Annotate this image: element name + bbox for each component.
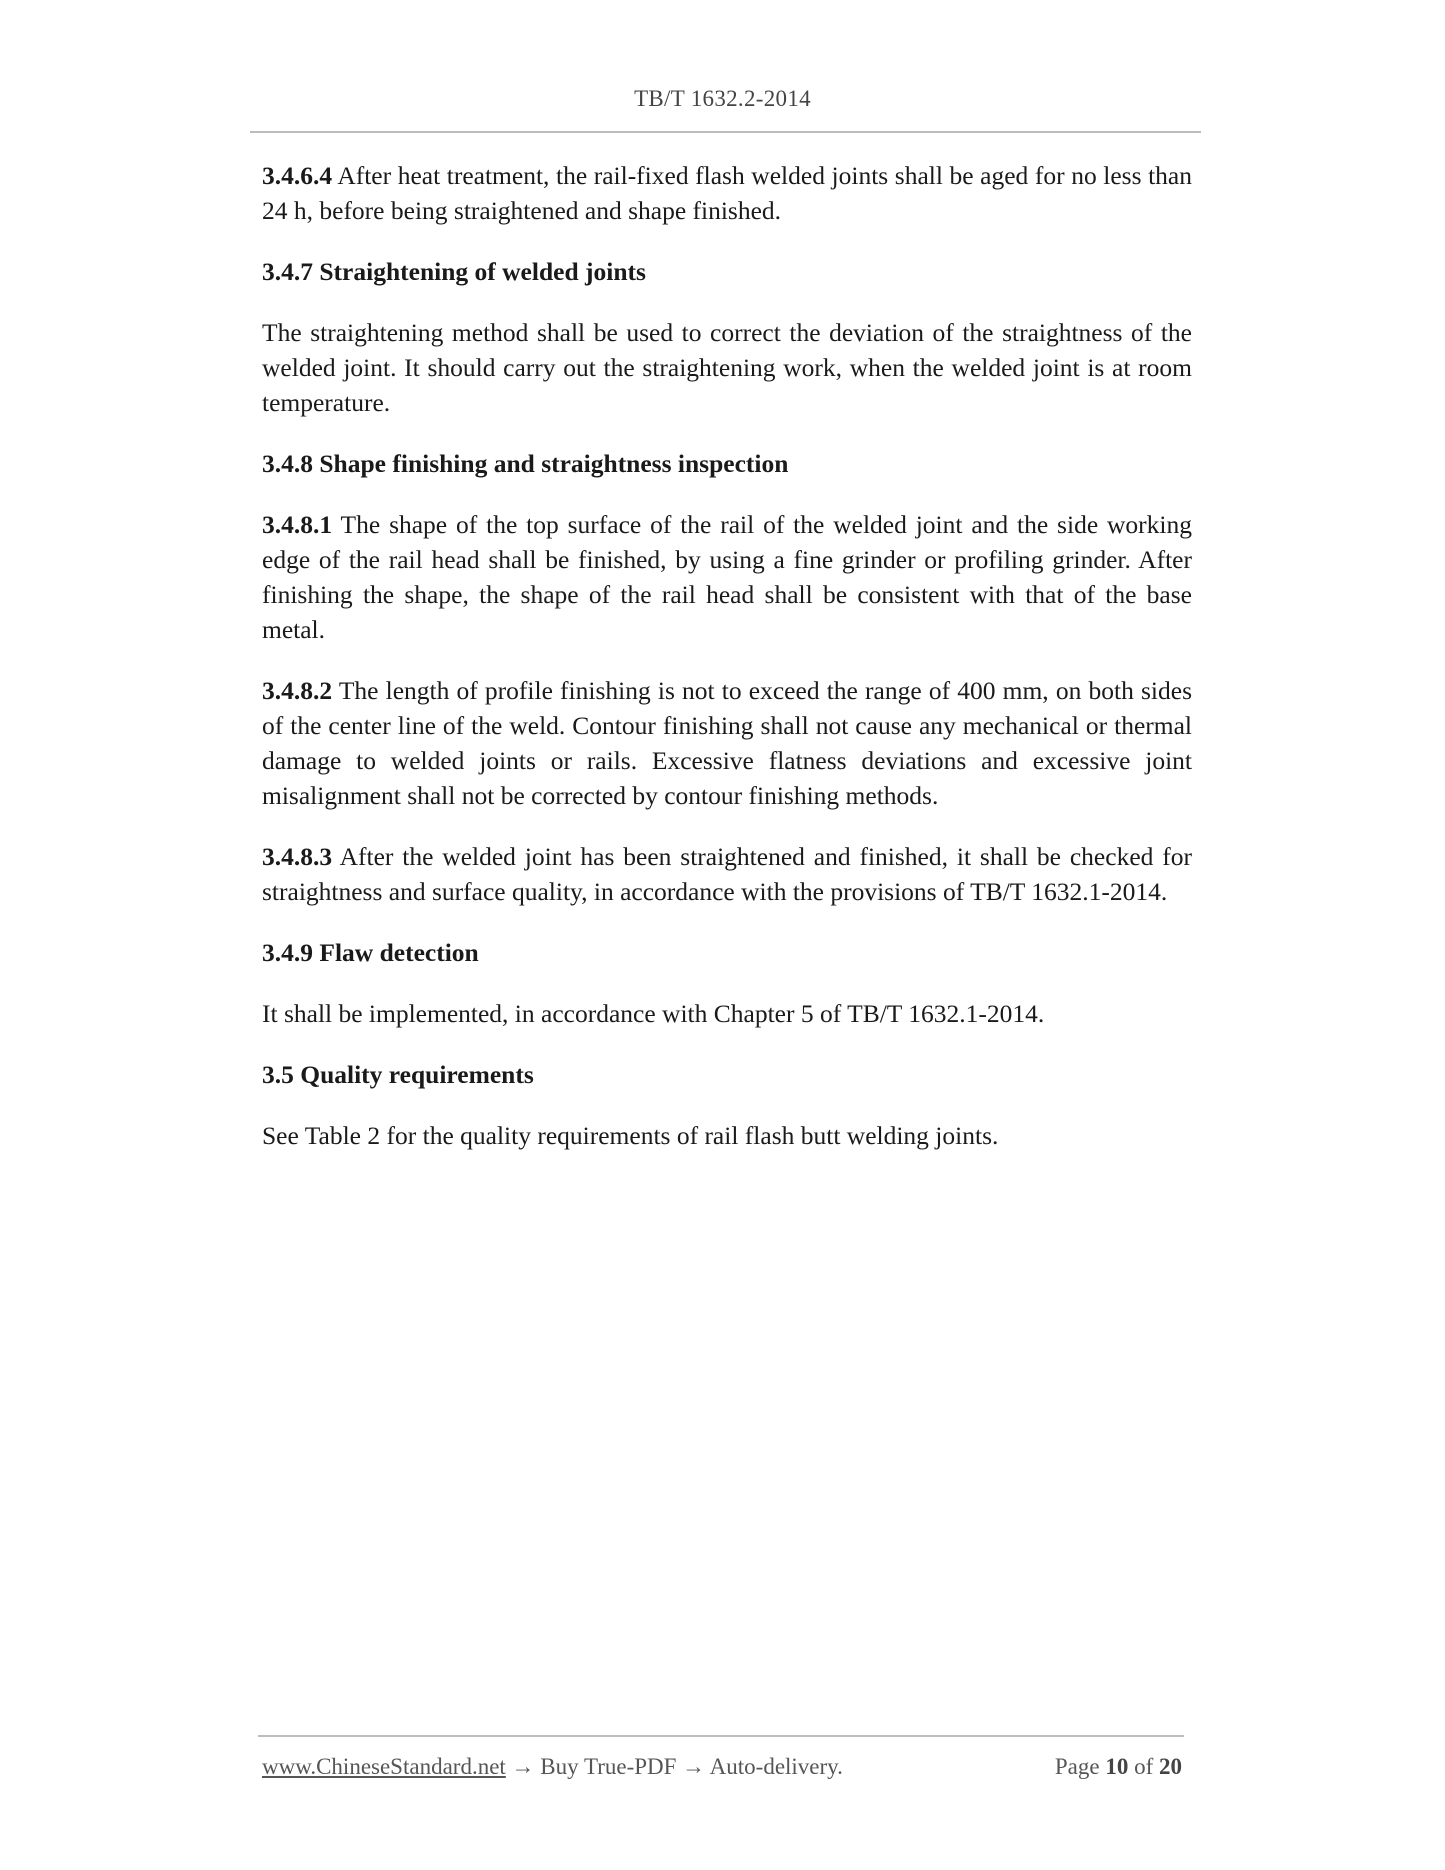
- document-header: [0, 86, 1445, 112]
- paragraph-straightening: The straightening method shall be used to correct the deviation of the straightness of the welded joint. It should carry out the straightening work, when the welded joint is at room temperature.: [262, 318, 1192, 417]
- clause-3-4-6-4: [262, 158, 1192, 228]
- promo-text: → Buy True-PDF → Auto-delivery.: [505, 1754, 843, 1779]
- paragraph-quality-requirements: See Table 2 for the quality requirements of rail flash butt welding joints.: [262, 1121, 999, 1150]
- clause-text: The length of profile finishing is not to exceed the range of 400 mm, on both sides of the center line of the weld. Contour finishing shall not cause any mechanical or thermal damage to welded joints or rails. Excessive flatness deviations and excessive joint misalignment shall not be corrected by contour finishing methods.: [262, 676, 1192, 810]
- page-footer: [262, 1754, 1182, 1788]
- paragraph-flaw-detection: It shall be implemented, in accordance with Chapter 5 of TB/T 1632.1-2014.: [262, 999, 1045, 1028]
- page-content: [262, 158, 1192, 1179]
- header-divider: [250, 131, 1201, 133]
- page-label: Page: [1054, 1754, 1100, 1779]
- clause-text: After the welded joint has been straightened and finished, it shall be checked for straightness and surface quality, in accordance with the provisions of TB/T 1632.1-2014.: [262, 842, 1192, 906]
- section-heading-3-5: 3.5 Quality requirements: [262, 1060, 534, 1089]
- document-id: TB/T 1632.2-2014: [634, 86, 811, 111]
- clause-3-4-8-1: [262, 507, 1192, 647]
- section-heading-3-4-8: 3.4.8 Shape finishing and straightness inspection: [262, 449, 789, 478]
- section-heading-3-4-7: 3.4.7 Straightening of welded joints: [262, 257, 646, 286]
- page-of-label: of: [1134, 1754, 1154, 1779]
- total-page-count: 20: [1159, 1754, 1182, 1779]
- website-link[interactable]: www.ChineseStandard.net: [262, 1754, 506, 1779]
- clause-text: After heat treatment, the rail-fixed flash welded joints shall be aged for no less than 24 h, before being straightened and shape finished.: [262, 161, 1193, 225]
- clause-number: 3.4.6.4: [262, 161, 333, 190]
- page-number: [1055, 1754, 1182, 1780]
- footer-divider: [258, 1735, 1184, 1737]
- clause-3-4-8-3: [262, 839, 1192, 909]
- clause-number: 3.4.8.3: [262, 842, 333, 871]
- clause-text: The shape of the top surface of the rail of the welded joint and the side working edge of the rail head shall be finished, by using a fine grinder or profiling grinder. After finishing the shape, the shape of the rail head shall be consistent with that of the base metal.: [262, 510, 1192, 644]
- footer-promo: [262, 1754, 843, 1780]
- clause-number: 3.4.8.1: [262, 510, 333, 539]
- section-heading-3-4-9: 3.4.9 Flaw detection: [262, 938, 479, 967]
- clause-number: 3.4.8.2: [262, 676, 333, 705]
- clause-3-4-8-2: [262, 673, 1192, 813]
- current-page-number: 10: [1105, 1754, 1129, 1779]
